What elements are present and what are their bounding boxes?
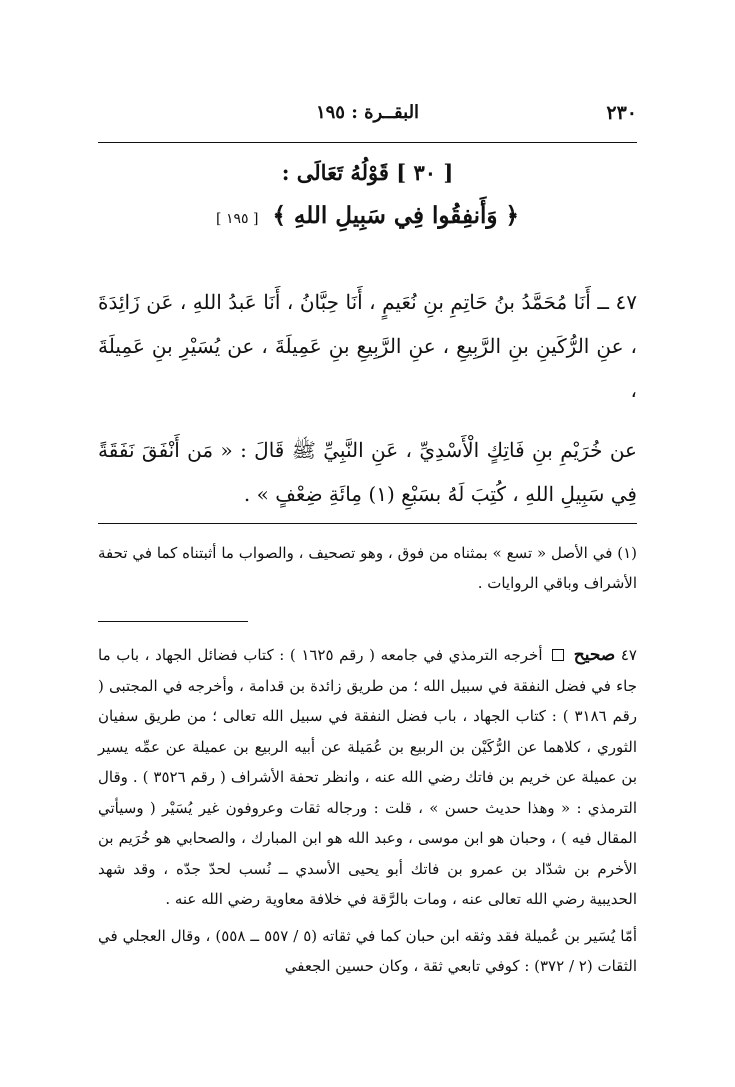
running-title: البقــرة : ١٩٥ <box>315 102 420 123</box>
header-rule <box>98 142 637 143</box>
footnote: (١) في الأصل « تسع » بمثناه من فوق ، وهو تصحيف ، والصواب ما أثبتناه كما في تحفة الأشراف وباقي الروايات . <box>98 544 637 592</box>
takhrij-number: ٤٧ <box>620 646 637 664</box>
grade-label: صحيح <box>573 645 616 665</box>
page-number: ٢٣٠ <box>606 102 637 124</box>
page-header <box>98 102 637 132</box>
takhrij-paragraph <box>98 640 637 915</box>
quran-verse <box>98 202 637 229</box>
hadith-matn: عن خُرَيْمِ بنِ فَاتِكٍ الْأَسْدِيِّ ، عَنِ النَّبِيِّ ﷺ قَالَ : « مَن أَنْفَقَ نَفَقَةً فِي سَبِيلِ اللهِ ، كُتِبَ لَهُ بسَبْعِ (١) مِائَةِ ضِعْفٍ » . <box>98 438 637 506</box>
verse-reference: [ ١٩٥ ] <box>216 211 259 227</box>
takhrij-commentary <box>98 640 637 982</box>
footnote-rule <box>98 523 637 524</box>
takhrij-paragraph-2: أمّا يُسَير بن عُميلة فقد وثقه ابن حبان كما في ثقاته (٥ / ٥٥٧ ــ ٥٥٨) ، وقال العجلي في الثقات (٢ / ٣٧٢) : كوفي تابعي ثقة ، وكان حسين الجعفي <box>98 926 637 975</box>
section-rule <box>98 621 248 622</box>
square-box-icon <box>552 649 564 661</box>
hadith-isnad: ٤٧ ــ أَنَا مُحَمَّدُ بنُ حَاتِمِ بنِ نُعَيمٍ ، أَنَا حِبَّانُ ، أَنَا عَبدُ اللهِ ، عَن زَائِدَةَ ، عنِ الرُّكَينِ بنِ الرَّبِيعِ ، عنِ الرَّبِيعِ بنِ عَمِيلَةَ ، عن يُسَيْرِ بنِ عَمِيلَةَ ، <box>98 290 637 402</box>
chapter-heading: [ ٣٠ ] قَوْلُهُ تَعَالَى : <box>281 160 454 185</box>
verse-text: ﴿ وَأَنفِقُوا فِي سَبِيلِ اللهِ ﴾ <box>272 202 519 229</box>
takhrij-text: أخرجه الترمذي في جامعه ( رقم ١٦٢٥ ) : كتاب فضائل الجهاد ، باب ما جاء في فضل النفقة في سبيل الله ؛ من طريق زائدة بن قدامة ، وأخرجه في المجتبى ( رقم ٣١٨٦ ) : كتاب الجهاد ، باب فضل النفقة في سبيل الله تعالى ؛ من طريق سفيان الثوري ، كلاهما عن الرُّكَيْن بن الربيع بن عُمَيلة عن أبيه الربيع بن عميلة عن عمِّه يسير بن عميلة عن خريم بن فاتك رضي الله عنه ، وانظر تحفة الأشراف ( رقم ٣٥٢٦ ) . وقال الترمذي : « وهذا حديث حسن » ، قلت : ورجاله ثقات وعروفون غير يُسَيْر ( وسيأتي المقال فيه ) ، وحبان هو ابن موسى ، وعبد الله هو ابن المبارك ، والصحابي هو خُرَيم بن الأخرم بن شدّاد بن عمرو بن فاتك أبو يحيى الأسدي ــ نُسب لحدّ جدّه ، وقد شهد الحديبية رضي الله تعالى عنه ، ومات بالرَّقة في خلافة معاوية رضي الله عنه . <box>98 646 637 908</box>
